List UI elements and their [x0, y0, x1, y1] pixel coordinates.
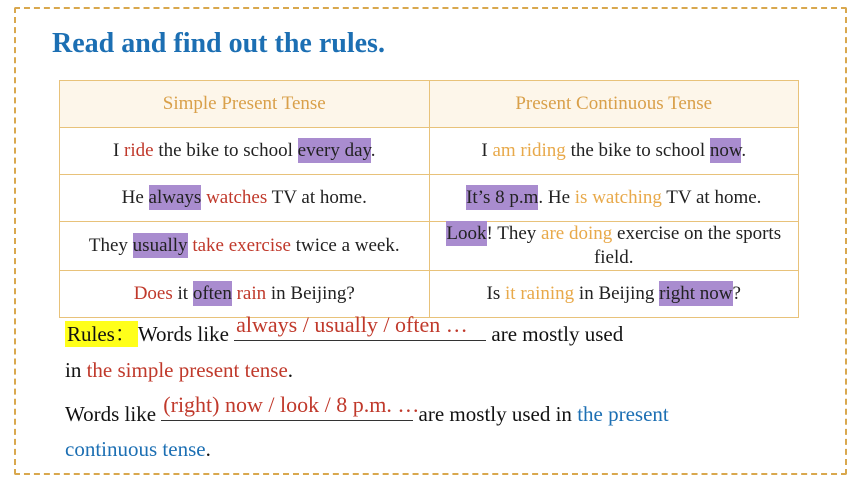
rule-text: Words like	[65, 402, 157, 426]
verb: am riding	[492, 140, 566, 161]
cell-simple-present	[60, 175, 430, 222]
table-row	[60, 222, 799, 271]
text: I	[481, 140, 493, 161]
text: TV at home.	[267, 187, 367, 208]
text: . He	[538, 187, 575, 208]
rules-label: Rules：	[67, 322, 136, 346]
table-row	[60, 271, 799, 318]
text: Is	[486, 283, 506, 304]
cell-present-continuous	[429, 222, 799, 271]
page-title: Read and find out the rules.	[52, 28, 385, 59]
answer-2: (right) now / look / 8 p.m. …	[163, 392, 420, 417]
time-expression-highlight: often	[192, 283, 232, 304]
time-expression-highlight: usually	[132, 235, 188, 256]
text: ! They	[486, 223, 542, 244]
answer-blank-1	[234, 312, 486, 341]
verb: rain	[236, 283, 267, 304]
header-simple-present: Simple Present Tense	[60, 81, 430, 128]
text: They	[88, 235, 133, 256]
text: it	[172, 283, 193, 304]
rule-line-3	[65, 392, 669, 427]
table-row	[60, 175, 799, 222]
rule-text: are mostly used in	[418, 402, 578, 426]
text: exercise on the sports field.	[593, 223, 782, 268]
cell-present-continuous	[429, 271, 799, 318]
time-expression-highlight: now	[709, 140, 742, 161]
rule-line-4	[65, 437, 211, 462]
rule-text: in	[65, 358, 87, 382]
rule-line-1	[65, 312, 624, 348]
text: the bike to school	[153, 140, 298, 161]
text: TV at home.	[661, 187, 762, 208]
verb: it raining	[505, 283, 575, 304]
text: .	[370, 140, 376, 161]
cell-present-continuous	[429, 175, 799, 222]
answer-1: always / usually / often …	[236, 312, 468, 337]
verb: are doing	[541, 223, 613, 244]
verb: watches	[206, 187, 268, 208]
cell-present-continuous	[429, 128, 799, 175]
rule-text: .	[205, 437, 211, 461]
text: .	[741, 140, 747, 161]
time-expression-highlight: right now	[659, 283, 733, 304]
table-row	[60, 128, 799, 175]
text: the bike to school	[565, 140, 710, 161]
verb: is watching	[574, 187, 662, 208]
time-expression-highlight: Look	[446, 223, 487, 244]
text: I	[112, 140, 125, 161]
text: He	[121, 187, 149, 208]
rule-text: .	[287, 358, 294, 382]
time-expression-highlight: always	[148, 187, 202, 208]
verb: take exercise	[192, 235, 291, 256]
rule-line-2	[65, 358, 293, 383]
table-header-row	[60, 81, 799, 128]
cell-simple-present	[60, 271, 430, 318]
verb: ride	[124, 140, 154, 161]
cell-simple-present	[60, 222, 430, 271]
answer-blank-2	[161, 392, 420, 421]
rule-text: Words like	[137, 322, 229, 346]
text: ?	[732, 283, 741, 304]
verb: Does	[133, 283, 173, 304]
header-present-continuous: Present Continuous Tense	[429, 81, 799, 128]
text: in Beijing?	[266, 283, 355, 304]
time-expression-highlight: every day	[297, 140, 371, 161]
rule-highlight-present-continuous: continuous tense	[65, 437, 206, 461]
cell-simple-present	[60, 128, 430, 175]
text: in Beijing	[574, 283, 660, 304]
text: twice a week.	[290, 235, 400, 256]
time-expression-highlight: It’s 8 p.m	[466, 187, 539, 208]
rule-highlight-simple-present: the simple present tense	[86, 358, 288, 382]
rule-text: are mostly used	[491, 322, 624, 346]
rule-highlight-present-continuous: the present	[577, 402, 669, 426]
tense-comparison-table	[59, 80, 799, 318]
